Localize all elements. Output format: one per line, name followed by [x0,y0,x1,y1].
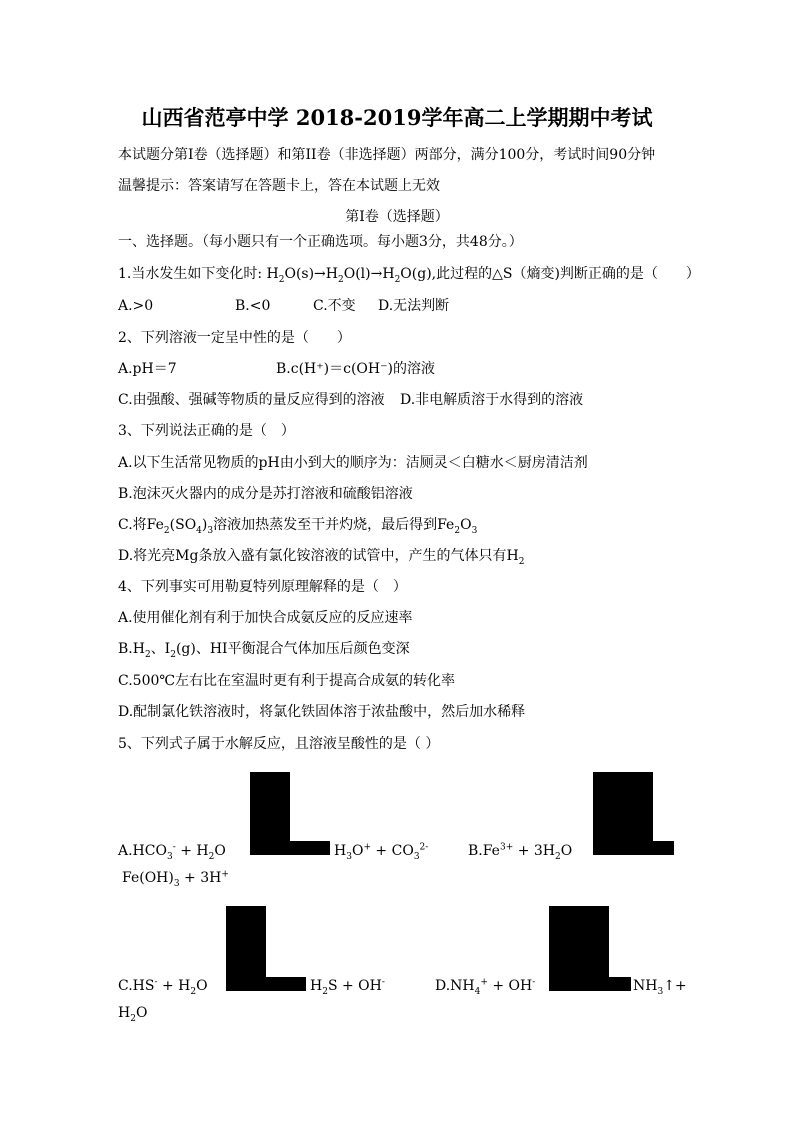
q5-option-b-reactants: $B.Fe^{3+} + 3H_2O$ [468,842,573,862]
q1-option-b: B.<0 [235,298,271,314]
q3-stem: 3、下列说法正确的是（ ） [118,423,295,439]
q4-option-d: D.配制氯化铁溶液时，将氯化铁固体溶于浓盐酸中，然后加水稀释 [118,704,526,720]
section-title: 第I卷（选择题） [345,209,449,225]
q1-option-c: C.不变 [313,298,356,314]
q2-option-c: C.由强酸、强碱等物质的量反应得到的溶液 [118,392,385,408]
q5-option-d-reactants: $D.NH_4^+ + OH^-$ [435,977,536,997]
q2-option-b: B.c(H⁺)＝c(OH⁻)的溶液 [276,361,435,377]
q5-stem: 5、下列式子属于水解反应，且溶液呈酸性的是（ ） [118,736,440,752]
reaction-arrow-image-d-foot [609,977,631,991]
q3-option-c: C.将$Fe_2(SO_4)_3$溶液加热蒸发至干并灼烧，最后得到$Fe_2O_3$ [118,517,478,536]
q4-stem: 4、下列事实可用勒夏特列原理解释的是（ ） [118,579,407,595]
q2-option-a: A.pH＝7 [118,361,177,377]
reaction-arrow-image-b-foot [653,841,674,855]
q5-option-b-products: $Fe(OH)_3 + 3H^+$ [122,869,229,889]
q1-stem: 1.当水发生如下变化时: $H_2O(s)\to H_2O(l)\to H_2O(g)$,此过程的△S（熵变)判断正确的是（ ） [118,266,700,285]
q5-option-d-products-continued: $H_2O$ [118,1005,148,1024]
q2-stem: 2、下列溶液一定呈中性的是（ ） [118,330,351,346]
part1-header: 一、选择题。（每小题只有一个正确选项。每小题3分，共48分。） [118,234,523,250]
q5-option-c-products: $H_2S + OH^-$ [310,977,385,997]
reaction-arrow-image-d [549,906,609,991]
reaction-arrow-image-b [593,772,653,855]
q3-option-d: D.将光亮Mg条放入盛有氯化铵溶液的试管中，产生的气体只有$H_2$ [118,548,525,567]
reaction-arrow-image-a [250,772,290,855]
q3-option-a: A.以下生活常见物质的pH由小到大的顺序为：洁厕灵＜白糖水＜厨房清洁剂 [118,455,588,471]
q5-option-d-products: $NH_3↑+$ [633,978,687,997]
q2-option-d: D.非电解质溶于水得到的溶液 [400,392,584,408]
q5-option-c-reactants: $C.HS^- + H_2O$ [118,977,208,997]
reaction-arrow-image-c-foot [266,977,306,991]
q5-option-a-products: $H_3O^+ + CO_3^{2-}$ [334,842,429,862]
reaction-arrow-image-c [226,906,266,991]
exam-title: 山西省范亭中学 2018-2019学年高二上学期期中考试 [141,105,653,130]
q4-option-a: A.使用催化剂有利于加快合成氨反应的反应速率 [118,610,413,626]
tip-text: 温馨提示：答案请写在答题卡上，答在本试题上无效 [118,178,440,194]
q1-option-d: D.无法判断 [378,298,450,314]
q5-option-a-reactants: $A.HCO_3^- + H_2O$ [118,842,226,862]
reaction-arrow-image-a-foot [290,841,330,855]
q4-option-c: C.500℃左右比在室温时更有利于提高合成氨的转化率 [118,673,456,689]
q3-option-b: B.泡沫灭火器内的成分是苏打溶液和硫酸铝溶液 [118,486,413,502]
q4-option-b: $B.H_2$、$I_2(g)$、HI平衡混合气体加压后颜色变深 [118,641,410,660]
intro-text: 本试题分第I卷（选择题）和第II卷（非选择题）两部分，满分100分，考试时间90分钟 [118,147,656,163]
q1-option-a: A.>0 [118,298,154,314]
